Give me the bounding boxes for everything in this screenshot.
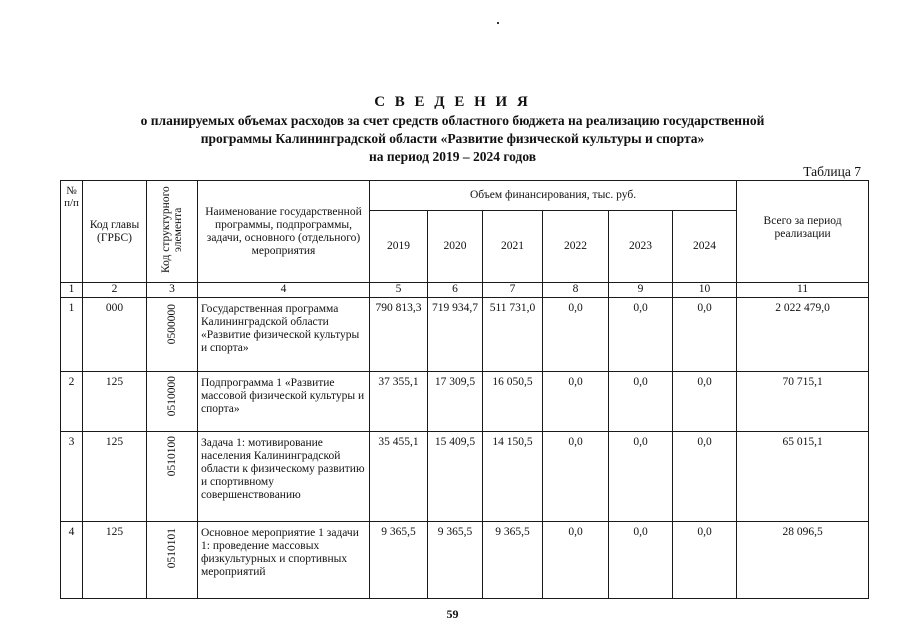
row-name: Основное мероприятие 1 задачи 1: проведение массовых физкультурных и спортивных мероприятий (198, 522, 370, 599)
row-value: 0,0 (673, 432, 737, 522)
row-name: Задача 1: мотивирование населения Калининградской области к физическому развитию и спортивному совершенствованию (198, 432, 370, 522)
col-index: 2 (83, 283, 147, 298)
row-element-code: 0510000 (165, 376, 178, 417)
row-value: 0,0 (673, 298, 737, 372)
row-value: 0,0 (609, 298, 673, 372)
row-value: 0,0 (543, 432, 609, 522)
row-chapter: 125 (83, 432, 147, 522)
row-value: 511 731,0 (483, 298, 543, 372)
table-label: Таблица 7 (803, 164, 861, 179)
col-index: 4 (198, 283, 370, 298)
col-index: 11 (737, 283, 869, 298)
row-total: 2 022 479,0 (737, 298, 869, 372)
row-value: 9 365,5 (428, 522, 483, 599)
row-num: 3 (61, 432, 83, 522)
row-element (147, 298, 198, 372)
header-year-2019: 2019 (370, 211, 428, 283)
row-name: Государственная программа Калининградской области «Развитие физической культуры и спорта» (198, 298, 370, 372)
row-value: 0,0 (543, 298, 609, 372)
row-element (147, 432, 198, 522)
row-value: 0,0 (673, 372, 737, 432)
row-total: 28 096,5 (737, 522, 869, 599)
col-index: 3 (147, 283, 198, 298)
table-row (61, 298, 869, 372)
table-row (61, 432, 869, 522)
col-index: 9 (609, 283, 673, 298)
col-index: 7 (483, 283, 543, 298)
row-element-code: 0510101 (165, 528, 178, 569)
page-number: 59 (446, 607, 459, 621)
row-element (147, 372, 198, 432)
header-num: № п/п (61, 181, 83, 283)
header-year-2021: 2021 (483, 211, 543, 283)
column-index-row (61, 283, 869, 298)
row-value: 9 365,5 (483, 522, 543, 599)
row-chapter: 125 (83, 372, 147, 432)
row-num: 4 (61, 522, 83, 599)
row-element (147, 522, 198, 599)
header-year-2022: 2022 (543, 211, 609, 283)
table-row (61, 372, 869, 432)
row-value: 9 365,5 (370, 522, 428, 599)
row-value: 14 150,5 (483, 432, 543, 522)
doc-subtitle-line-2: программы Калининградской области «Развитие физической культуры и спорта» (200, 131, 705, 146)
col-index: 8 (543, 283, 609, 298)
row-chapter: 125 (83, 522, 147, 599)
doc-title: С В Е Д Е Н И Я (374, 94, 531, 110)
row-value: 15 409,5 (428, 432, 483, 522)
row-value: 0,0 (609, 372, 673, 432)
header-code-chapter: Код главы (ГРБС) (83, 181, 147, 283)
row-value: 0,0 (543, 522, 609, 599)
row-value: 0,0 (609, 522, 673, 599)
row-value: 35 455,1 (370, 432, 428, 522)
row-name: Подпрограмма 1 «Развитие массовой физической культуры и спорта» (198, 372, 370, 432)
table-row (61, 522, 869, 599)
financing-table (60, 180, 869, 599)
header-code-element (147, 181, 198, 283)
row-num: 1 (61, 298, 83, 372)
row-total: 70 715,1 (737, 372, 869, 432)
row-value: 16 050,5 (483, 372, 543, 432)
doc-subtitle-line-3: на период 2019 – 2024 годов (368, 149, 537, 164)
doc-subtitle-line-1: о планируемых объемах расходов за счет средств областного бюджета на реализацию государственной (140, 113, 765, 128)
speck (497, 22, 499, 24)
row-value: 17 309,5 (428, 372, 483, 432)
row-value: 719 934,7 (428, 298, 483, 372)
header-year-2020: 2020 (428, 211, 483, 283)
header-row-1 (61, 181, 869, 211)
row-num: 2 (61, 372, 83, 432)
header-name: Наименование государственной программы, подпрограммы, задачи, основного (отдельного) мероприятия (198, 181, 370, 283)
col-index: 6 (428, 283, 483, 298)
col-index: 1 (61, 283, 83, 298)
row-total: 65 015,1 (737, 432, 869, 522)
row-value: 0,0 (673, 522, 737, 599)
row-value: 37 355,1 (370, 372, 428, 432)
row-chapter: 000 (83, 298, 147, 372)
row-element-code: 0500000 (165, 304, 178, 345)
row-element-code: 0510100 (165, 436, 178, 477)
header-financing: Объем финансирования, тыс. руб. (370, 181, 737, 211)
col-index: 10 (673, 283, 737, 298)
row-value: 0,0 (609, 432, 673, 522)
col-index: 5 (370, 283, 428, 298)
header-year-2023: 2023 (609, 211, 673, 283)
header-year-2024: 2024 (673, 211, 737, 283)
header-code-element-text: Код структурного элемента (160, 186, 184, 273)
header-total: Всего за период реализации (737, 181, 869, 283)
row-value: 790 813,3 (370, 298, 428, 372)
row-value: 0,0 (543, 372, 609, 432)
